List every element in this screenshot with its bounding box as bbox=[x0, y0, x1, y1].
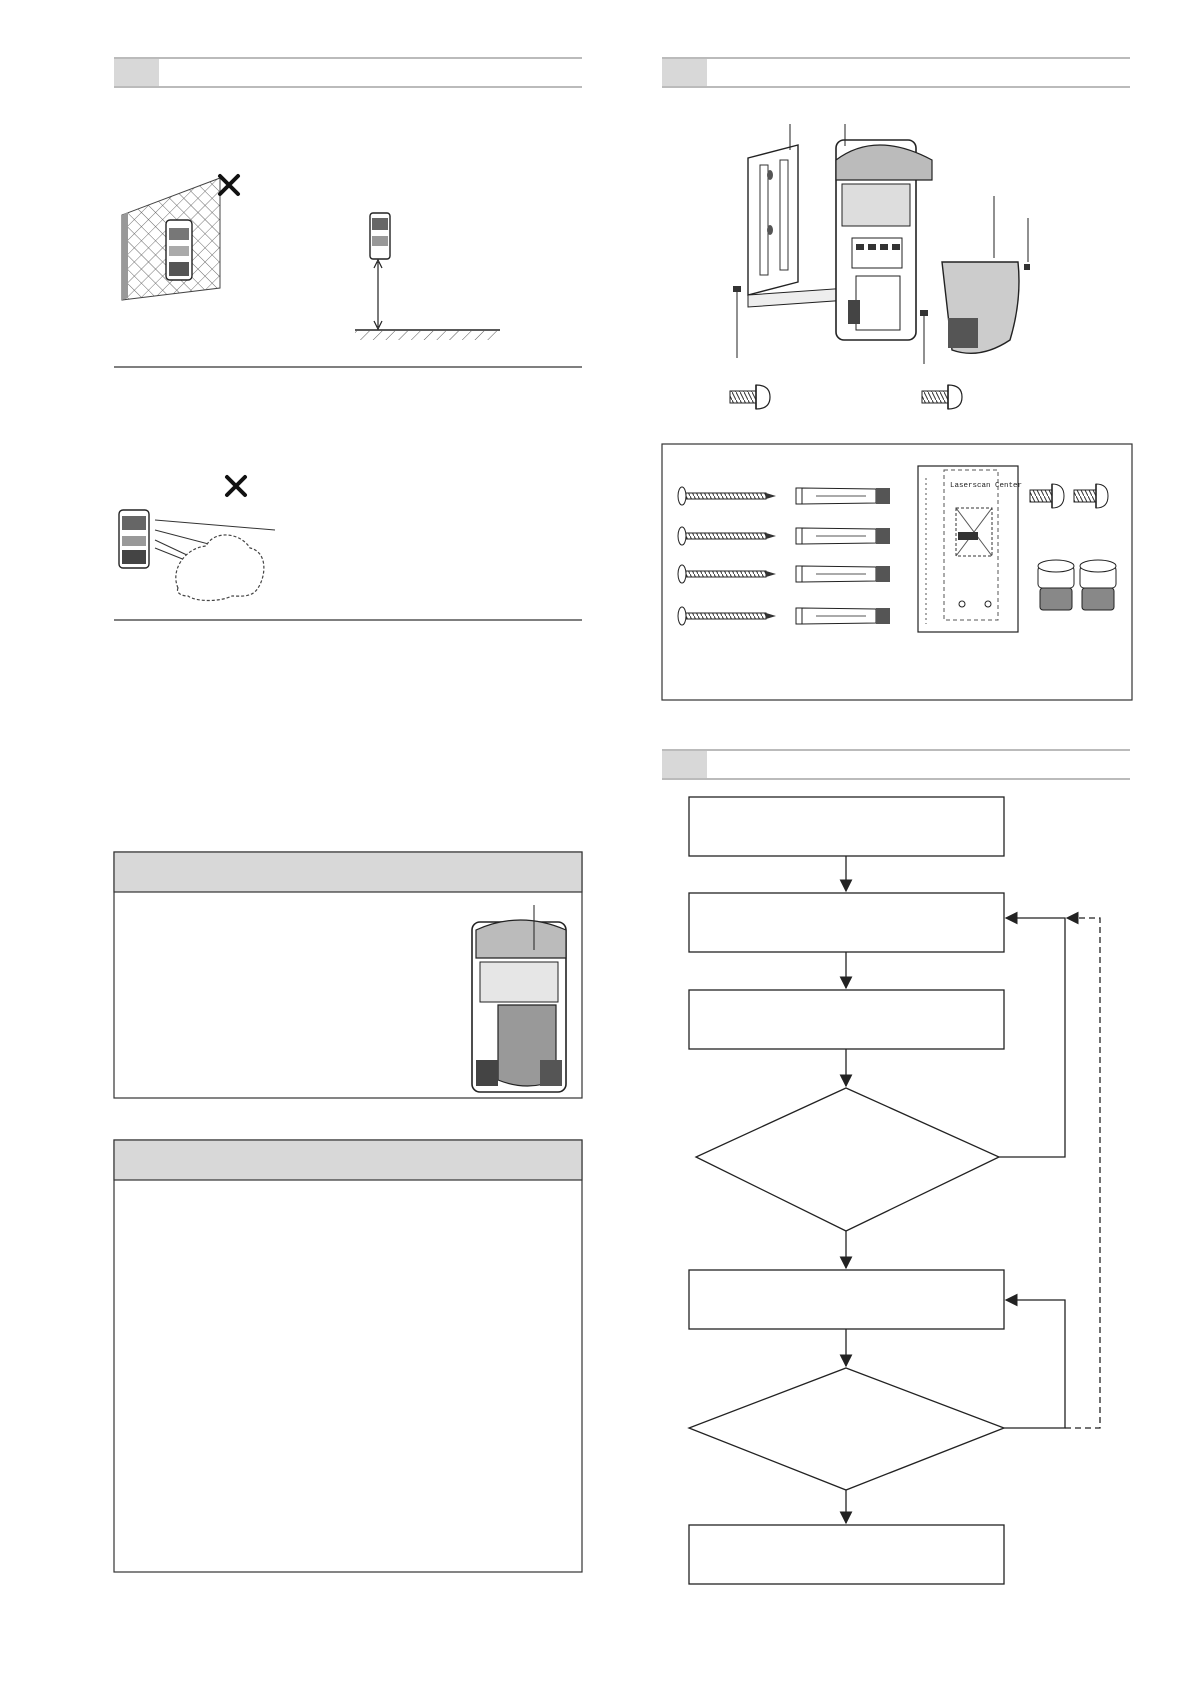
fence-mount-illustration bbox=[122, 178, 220, 300]
flow-step-4 bbox=[689, 1270, 1004, 1329]
flow-step-5 bbox=[689, 1525, 1004, 1584]
cable-gland-icon bbox=[1038, 560, 1074, 610]
cross-mark-icon bbox=[220, 176, 238, 194]
section-header-procedure bbox=[662, 750, 1130, 779]
section-header-parts bbox=[662, 58, 1130, 87]
cable-gland-icon bbox=[1080, 560, 1116, 610]
flow-step-1 bbox=[689, 797, 1004, 856]
flow-decision-1 bbox=[696, 1088, 999, 1231]
notes-box bbox=[114, 1140, 582, 1572]
section-header-installation-cautions bbox=[114, 58, 582, 87]
screw-icon bbox=[730, 385, 770, 409]
flow-decision-2 bbox=[689, 1368, 1004, 1490]
bush-obstruction-illustration bbox=[119, 510, 275, 601]
flow-step-3 bbox=[689, 990, 1004, 1049]
installation-flowchart bbox=[689, 797, 1100, 1584]
template-label: Laserscan Center bbox=[950, 482, 1023, 490]
exploded-view-illustration bbox=[733, 124, 1030, 364]
flow-step-2 bbox=[689, 893, 1004, 952]
screw-icon bbox=[922, 385, 962, 409]
cross-mark-icon bbox=[227, 477, 245, 495]
mount-height-illustration bbox=[355, 213, 500, 340]
detector-illustration bbox=[472, 905, 566, 1092]
mounting-template bbox=[918, 466, 1022, 632]
